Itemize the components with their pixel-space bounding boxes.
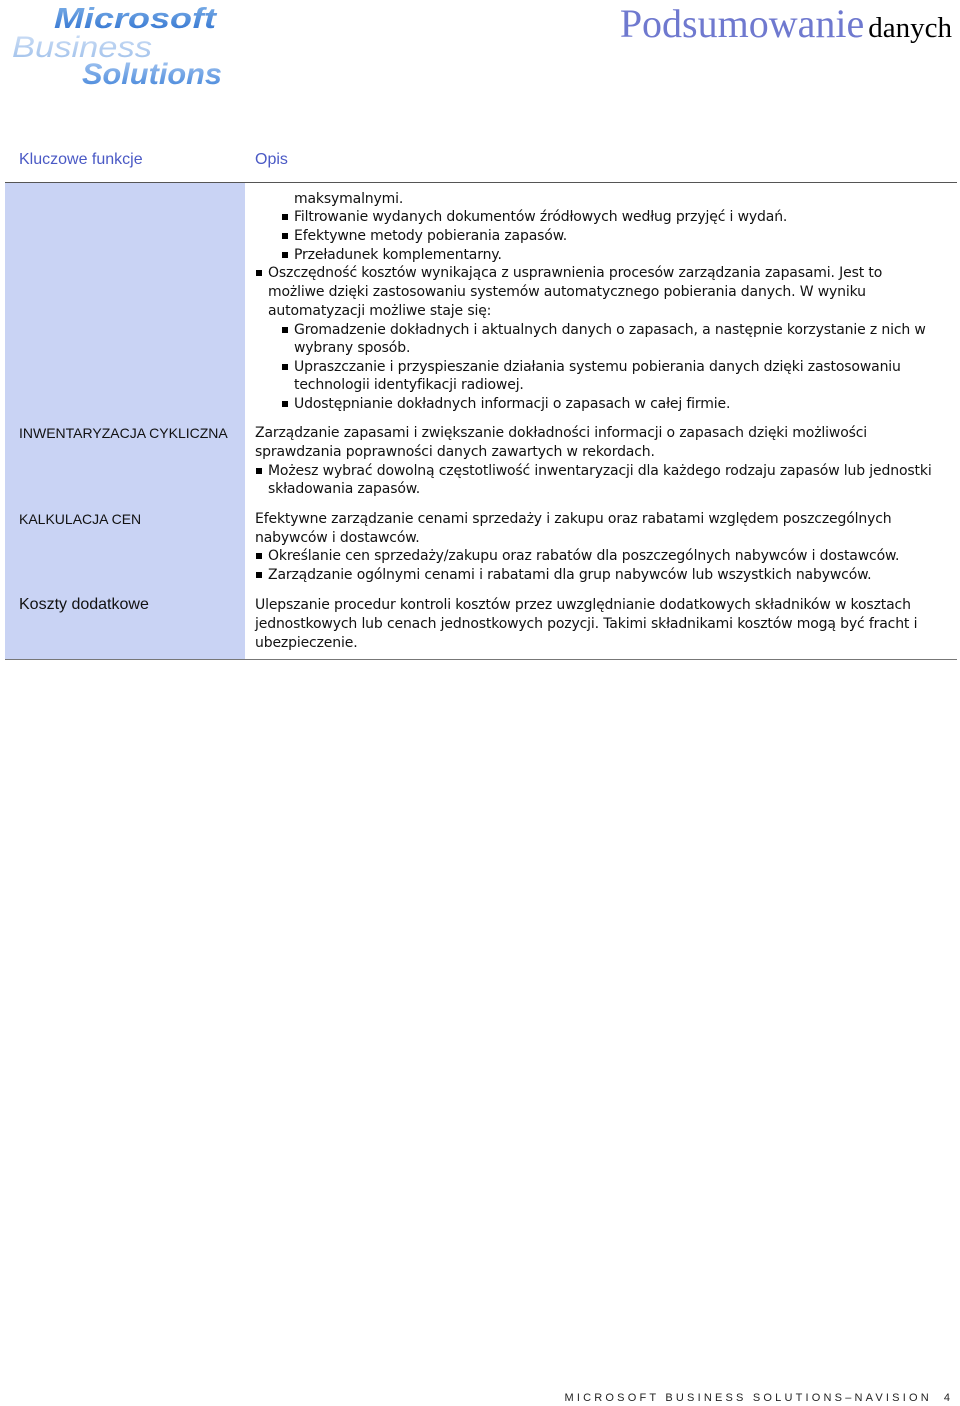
- desc-line: ubezpieczenie.: [255, 635, 358, 651]
- desc-bullet: Zarządzanie ogólnymi cenami i rabatami dla grup nabywców lub wszystkich nabywców.: [268, 567, 872, 583]
- column-heading-description: Opis: [255, 151, 288, 168]
- desc-line: Zarządzanie zapasami i zwiększanie dokładności informacji o zapasach dzięki możliwości: [255, 425, 868, 441]
- desc-bullet: Efektywne metody pobierania zapasów.: [294, 228, 568, 244]
- footer-text: MICROSOFT BUSINESS SOLUTIONS–NAVISION: [564, 1392, 932, 1404]
- page-footer: [565, 1392, 951, 1404]
- desc-line: jednostkowych lub cenach jednostkowych pozycji. Takimi składnikami kosztów mogą być fracht i: [255, 616, 918, 632]
- microsoft-business-solutions-logo: [10, 2, 230, 88]
- column-heading-key-features: Kluczowe funkcje: [19, 151, 143, 168]
- key-pricing: KALKULACJA CEN: [19, 511, 142, 527]
- desc-bullet: Przeładunek komplementarny.: [294, 247, 502, 263]
- desc-bullet: Określanie cen sprzedaży/zakupu oraz rabatów dla poszczególnych nabywców i dostawców.: [268, 548, 900, 564]
- features-table: [5, 182, 957, 660]
- desc-line: technologii identyfikacji radiowej.: [294, 377, 524, 393]
- key-column-band: [5, 183, 245, 659]
- desc-bullet: Oszczędność kosztów wynikająca z usprawnienia procesów zarządzania zapasami. Jest to: [268, 265, 883, 281]
- title-word-danych: danych: [868, 12, 952, 44]
- key-inventory-cycle: INWENTARYZACJA CYKLICZNA: [19, 425, 228, 441]
- desc-bullet: Możesz wybrać dowolną częstotliwość inwentaryzacji dla każdego rodzaju zapasów lub jednostki: [268, 463, 932, 479]
- desc-line: sprawdzania poprawności danych zawartych w rekordach.: [255, 444, 655, 460]
- logo-line-business: Business: [12, 31, 152, 64]
- desc-line: Ulepszanie procedur kontroli kosztów przez uwzględnianie dodatkowych składników w kosztach: [255, 597, 911, 613]
- desc-line: składowania zapasów.: [268, 481, 421, 497]
- desc-line: automatyzacji możliwe staje się:: [268, 303, 492, 319]
- desc-bullet: Gromadzenie dokładnych i aktualnych danych o zapasach, a następnie korzystanie z nich w: [294, 322, 926, 338]
- logo-line-microsoft: Microsoft: [54, 3, 218, 35]
- desc-line: nabywców i dostawców.: [255, 530, 420, 546]
- logo-line-solutions: Solutions: [82, 58, 222, 88]
- desc-bullet: Upraszczanie i przyspieszanie działania systemu pobierania danych dzięki zastosowaniu: [294, 359, 901, 375]
- page-number: 4: [943, 1392, 950, 1404]
- page-title: [620, 0, 952, 47]
- desc-line: możliwe dzięki zastosowaniu systemów automatycznego pobierania danych. W wyniku: [268, 284, 866, 300]
- desc-line: wybrany sposób.: [294, 340, 411, 356]
- desc-line: Efektywne zarządzanie cenami sprzedaży i zakupu oraz rabatami względem poszczególnych: [255, 511, 892, 527]
- desc-line: maksymalnymi.: [294, 191, 404, 207]
- desc-bullet: Udostępnianie dokładnych informacji o zapasach w całej firmie.: [294, 396, 731, 412]
- title-word-podsumowanie: Podsumowanie: [619, 1, 865, 46]
- key-additional-costs: Koszty dodatkowe: [19, 596, 149, 613]
- desc-bullet: Filtrowanie wydanych dokumentów źródłowych według przyjęć i wydań.: [294, 209, 788, 225]
